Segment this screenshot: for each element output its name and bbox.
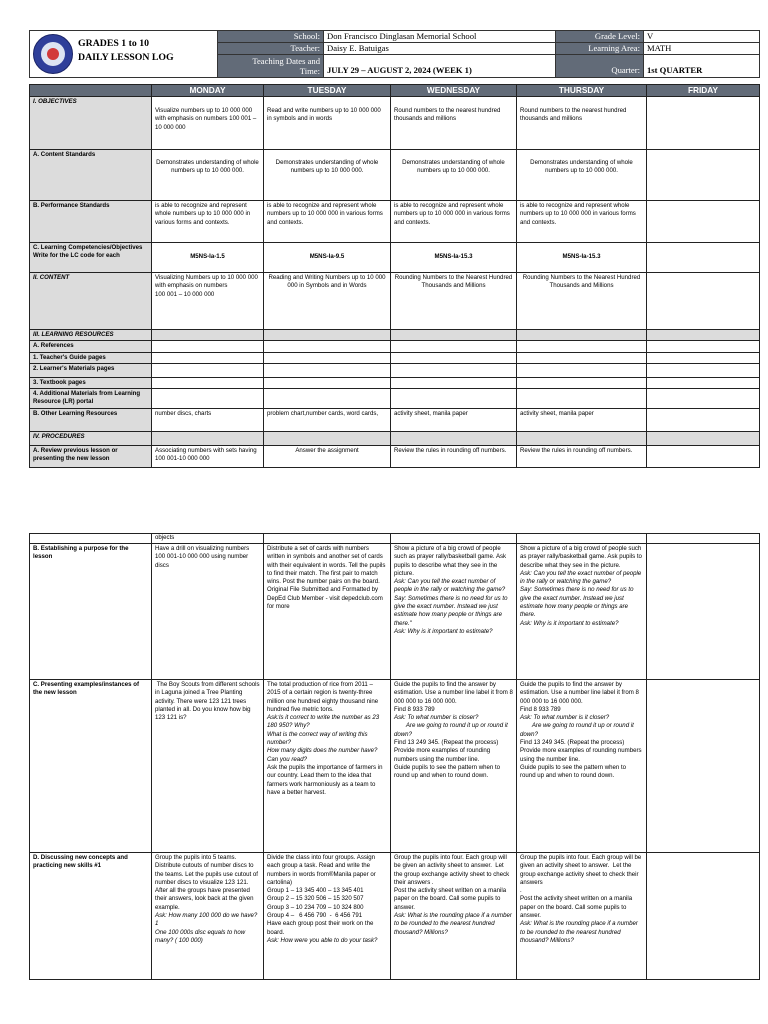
cell-line: Show a picture of a big crowd of people such as prayer rally/basketball game. Ask pupils to describe what they see in the picture. — [520, 545, 644, 569]
procedures-section-row — [30, 431, 760, 445]
purpose-friday — [647, 544, 760, 680]
content-standards-wednesday — [391, 150, 517, 201]
discussing-monday — [152, 853, 264, 980]
cell-line: Group 3 – 10 234 709 – 10 324 800 — [267, 903, 364, 911]
discussing-wednesday — [391, 853, 517, 980]
lesson-table-page1 — [29, 84, 760, 468]
learning-area-value: MATH — [644, 43, 760, 55]
content-standards-monday — [152, 150, 264, 201]
purpose-tuesday-text: Distribute a set of cards with numbers written in symbols and another set of cards with their equivalent in words. Tell the pupils to find their match. The first pair to match wins. Post the number pairs on the board. Original File Submitted and Formatted by DepEd Club Member - visit depedclub.com for more — [267, 545, 386, 611]
performance-standards-row — [30, 201, 760, 243]
learners-materials-label: 2. Learner's Materials pages — [30, 363, 152, 377]
corner-cell — [30, 85, 152, 97]
grade-level-label: Grade Level: — [556, 31, 644, 43]
cell-line: Ask: What is the rounding place if a number to be rounded to the nearest hundred thousand? Millions? — [394, 912, 514, 936]
cell-line: Ask the pupils the importance of farmers in our country. Lead them to the idea that farmers work harmoniously as a team to have a better harvest. — [267, 763, 385, 796]
competencies-wednesday: M5NS-Ia-15.3 — [391, 243, 517, 273]
content-row — [30, 273, 760, 330]
continuation-monday: objects — [152, 534, 264, 544]
teachers-guide-row — [30, 352, 760, 363]
cell-line: Post the activity sheet written on a manila paper on the board. Call some pupils to answer. — [520, 895, 634, 920]
content-label: II. CONTENT — [30, 273, 152, 330]
discussing-row — [30, 853, 760, 980]
objectives-tuesday — [264, 97, 391, 150]
presenting-label: C. Presenting examples/instances of the new lesson — [30, 680, 152, 853]
discussing-friday — [647, 853, 760, 980]
lr-portal-label: 4. Additional Materials from Learning Resource (LR) portal — [30, 389, 152, 409]
cell-line: Say: Sometimes there is no need for us to give the exact number. Instead we just estimate how many people or things are there. — [520, 586, 636, 619]
lesson-table-page2 — [29, 533, 760, 980]
dates-label-line1: Teaching Dates and — [252, 56, 320, 66]
cell-line: One 100 000s disc equals to how many? ( 100 000) — [155, 928, 247, 944]
purpose-label: B. Establishing a purpose for the lesson — [30, 544, 152, 680]
review-row — [30, 445, 760, 467]
content-standards-tuesday — [264, 150, 391, 201]
content-standards-friday — [647, 150, 760, 201]
resources-section-label: III. LEARNING RESOURCES — [30, 330, 152, 341]
cell-line: Find 13 249 345. (Repeat the process) — [394, 739, 499, 747]
teacher-label: Teacher: — [218, 43, 324, 55]
cell-line: Ask: Why is it important to estimate? — [394, 627, 493, 635]
dates-value: JULY 29 – AUGUST 2, 2024 (WEEK 1) — [324, 55, 556, 78]
review-wednesday: Review the rules in rounding off numbers. — [391, 445, 517, 467]
other-resources-row — [30, 408, 760, 431]
title-line-1: GRADES 1 to 10 — [78, 38, 150, 49]
content-thursday: Rounding Numbers to the Nearest Hundred Thousands and Millions — [517, 273, 647, 330]
performance-standards-monday: is able to recognize and represent whole numbers up to 10 000 000 in various forms and contexts. — [152, 201, 264, 243]
content-standards-wednesday-text: Demonstrates understanding of whole numbers up to 10 000 000. — [402, 159, 505, 175]
objectives-label: I. OBJECTIVES — [30, 97, 152, 150]
presenting-tuesday — [264, 680, 391, 853]
grade-level-value: V — [644, 31, 760, 43]
presenting-wednesday — [391, 680, 517, 853]
cell-line: Guide the pupils to find the answer by estimation. Use a number line label it from 8 000 000 to 16 000 000. — [394, 681, 515, 705]
presenting-friday — [647, 680, 760, 853]
references-row — [30, 341, 760, 352]
other-resources-monday: number discs, charts — [152, 408, 264, 431]
purpose-tuesday — [264, 544, 391, 680]
competencies-friday — [647, 243, 760, 273]
content-standards-row — [30, 150, 760, 201]
content-friday — [647, 273, 760, 330]
objectives-wednesday-text: Round numbers to the nearest hundred thousands and millions — [394, 107, 501, 123]
review-label: A. Review previous lesson or presenting the new lesson — [30, 445, 152, 467]
other-resources-thursday: activity sheet, manila paper — [517, 408, 647, 431]
cell-line: Divide the class into four groups. Assign each group a task. Read and write the numbers in words from®Manila paper or cartolina) — [267, 854, 378, 886]
content-standards-tuesday-text: Demonstrates understanding of whole numbers up to 10 000 000. — [275, 159, 379, 175]
performance-standards-wednesday: is able to recognize and represent whole numbers up to 10 000 000 in various forms and contexts. — [391, 201, 517, 243]
cell-line: Find 13 249 345. (Repeat the process) — [520, 739, 625, 747]
title-line-2: DAILY LESSON LOG — [78, 52, 174, 63]
cell-line: Ask: Can you tell the exact number of people in the rally or watching the game? — [394, 578, 506, 594]
cell-line: Ask:Is it correct to write the number as 23 180 950? Why? — [267, 714, 381, 730]
discussing-tuesday — [264, 853, 391, 980]
review-friday — [647, 445, 760, 467]
content-monday-text: Visualizing Numbers up to 10 000 000 with emphasis on numbers 100 001 – 10 000 000 — [155, 274, 258, 298]
cell-line: Group the pupils into four. Each group will be given an activity sheet to answer. Let the group exchange activity sheet to check their answers — [520, 854, 643, 886]
references-label: A. References — [30, 341, 152, 352]
cell-line: Are we going to round it up or round it down? — [394, 722, 510, 738]
cell-line: Provide more examples of rounding numbers using the number line. — [520, 747, 644, 763]
cell-line: Ask: How were you able to do your task? — [267, 936, 378, 944]
competencies-monday: M5NS-Ia-1.5 — [152, 243, 264, 273]
competencies-thursday: M5NS-Ia-15.3 — [517, 243, 647, 273]
school-value: Don Francisco Dinglasan Memorial School — [324, 31, 556, 43]
deped-seal-icon — [33, 34, 73, 74]
cell-line: What is the correct way of writing this number? — [267, 730, 370, 747]
presenting-thursday — [517, 680, 647, 853]
objectives-wednesday — [391, 97, 517, 150]
discussing-label: D. Discussing new concepts and practicing new skills #1 — [30, 853, 152, 980]
cell-line: Find 8 933 789 — [394, 705, 435, 713]
dates-label-line2: Time: — [299, 66, 320, 76]
header-title-cell — [30, 31, 218, 78]
dates-label — [218, 55, 324, 78]
presenting-monday — [152, 680, 264, 853]
cell-line: Ask: What is the rounding place if a number to be rounded to the nearest hundred thousand? Millions? — [520, 920, 640, 944]
cell-line: Guide the pupils to find the answer by estimation. Use a number line label it from 8 000 000 to 16 000 000. — [520, 681, 641, 705]
day-header-monday: MONDAY — [152, 85, 264, 97]
purpose-wednesday — [391, 544, 517, 680]
content-standards-monday-text: Demonstrates understanding of whole numbers up to 10 000 000. — [156, 159, 259, 175]
textbook-row — [30, 377, 760, 388]
cell-line: Group the pupils into 5 teams. Distribute cutouts of number discs to the teams. Let the pupils use cutout of number discs to visualize 123 121. — [155, 854, 260, 886]
purpose-row — [30, 544, 760, 680]
content-standards-label: A. Content Standards — [30, 150, 152, 201]
content-standards-thursday-text: Demonstrates understanding of whole numbers up to 10 000 000. — [530, 159, 633, 175]
lr-portal-row — [30, 389, 760, 409]
cell-line: Are we going to round it up or round it down? — [520, 722, 636, 738]
cell-line: Ask: Why is it important to estimate? — [520, 619, 619, 627]
header-table — [29, 30, 760, 78]
cell-line: Group 1 – 13 345 400 – 13 345 401 — [267, 887, 364, 895]
learners-materials-row — [30, 363, 760, 377]
competencies-tuesday: M5NS-Ia-9.5 — [264, 243, 391, 273]
day-header-thursday: THURSDAY — [517, 85, 647, 97]
performance-standards-tuesday: is able to recognize and represent whole numbers up to 10 000 000 in various forms and contexts. — [264, 201, 391, 243]
content-monday — [152, 273, 264, 330]
performance-standards-friday — [647, 201, 760, 243]
competencies-row — [30, 243, 760, 273]
day-header-friday: FRIDAY — [647, 85, 760, 97]
review-tuesday: Answer the assignment — [264, 445, 391, 467]
cell-line: Guide pupils to see the pattern when to round up and when to round down. — [394, 763, 502, 780]
cell-line: Group 4 – 6 456 790 - 6 456 791 — [267, 912, 363, 920]
cell-line: Guide pupils to see the pattern when to round up and when to round down. — [520, 763, 628, 780]
cell-line: Post the activity sheet written on a manila paper on the board. Call some pupils to answer. — [394, 887, 508, 911]
cell-line: Find 8 933 789 — [520, 705, 561, 713]
quarter-value: 1st QUARTER — [644, 55, 760, 78]
objectives-row — [30, 97, 760, 150]
cell-line: Ask: To what number is it closer? — [520, 714, 610, 722]
cell-line: The total production of rice from 2011 – 2015 of a certain region is twenty-three million one hundred eighty thousand nine hundred five metric tons. — [267, 681, 380, 713]
cell-line: Ask: How many 100 000 do we have? 1 — [155, 912, 260, 928]
cell-line: Say: Sometimes there is no need for us to give the exact number. Instead we just estimate how many people or things are there." — [394, 594, 510, 627]
discussing-thursday — [517, 853, 647, 980]
other-resources-label: B. Other Learning Resources — [30, 408, 152, 431]
presenting-row — [30, 680, 760, 853]
day-header-tuesday: TUESDAY — [264, 85, 391, 97]
procedures-section-label: IV. PROCEDURES — [30, 431, 152, 445]
objectives-thursday — [517, 97, 647, 150]
cell-line: Ask: Can you tell the exact number of people in the rally or watching the game? — [520, 569, 643, 586]
cell-line: Group the pupils into four. Each group will be given an activity sheet to answer. Let the group exchange activity sheet to check their answers . — [394, 854, 511, 886]
cell-line: Show a picture of a big crowd of people such as prayer rally/basketball game. Ask pupils to describe what they see in the picture. — [394, 545, 508, 577]
content-wednesday: Rounding Numbers to the Nearest Hundred Thousands and Millions — [391, 273, 517, 330]
cell-line: . — [520, 887, 522, 895]
performance-standards-thursday: is able to recognize and represent whole numbers up to 10 000 000 in various forms and contexts. — [517, 201, 647, 243]
review-thursday: Review the rules in rounding off numbers. — [517, 445, 647, 467]
teachers-guide-label: 1. Teacher's Guide pages — [30, 352, 152, 363]
competencies-label: C. Learning Competencies/Objectives Write for the LC code for each — [30, 243, 152, 273]
objectives-tuesday-text: Read and write numbers up to 10 000 000 in symbols and in words — [267, 107, 381, 123]
textbook-label: 3. Textbook pages — [30, 377, 152, 388]
cell-line: After all the groups have presented their answers, look back at the given example. — [155, 887, 256, 911]
cell-line: Ask: To what number is closer? — [394, 714, 479, 722]
other-resources-wednesday: activity sheet, manila paper — [391, 408, 517, 431]
objectives-thursday-text: Round numbers to the nearest hundred thousands and millions — [520, 107, 627, 123]
resources-section-row — [30, 330, 760, 341]
continuation-row — [30, 534, 760, 544]
objectives-friday — [647, 97, 760, 150]
school-label: School: — [218, 31, 324, 43]
teacher-value: Daisy E. Batuigas — [324, 43, 556, 55]
cell-line: Provide more examples of rounding numbers using the number line. — [394, 747, 492, 763]
purpose-thursday — [517, 544, 647, 680]
other-resources-tuesday: problem chart,number cards, word cards, — [264, 408, 391, 431]
objectives-monday-text: Visualize numbers up to 10 000 000 with emphasis on numbers 100 001 – 10 000 000 — [155, 107, 257, 131]
purpose-monday: Have a drill on visualizing numbers 100 001-10 000 000 using number discs — [152, 544, 264, 680]
presenting-monday-text: The Boy Scouts from different schools in Laguna joined a Tree Planting activity. There were 123 121 trees planted in all. Do you know how big 123 121 is? — [155, 681, 262, 722]
performance-standards-label: B. Performance Standards — [30, 201, 152, 243]
quarter-label: Quarter: — [556, 55, 644, 78]
cell-line: How many digits does the number have? Can you read? — [267, 747, 380, 763]
content-tuesday: Reading and Writing Numbers up to 10 000 000 in Symbols and in Words — [264, 273, 391, 330]
cell-line: Group 2 – 15 320 506 – 15 320 507 — [267, 895, 364, 903]
cell-line: Have each group post their work on the board. — [267, 920, 376, 936]
objectives-monday — [152, 97, 264, 150]
other-resources-friday — [647, 408, 760, 431]
day-header-wednesday: WEDNESDAY — [391, 85, 517, 97]
learning-area-label: Learning Area: — [556, 43, 644, 55]
content-standards-thursday — [517, 150, 647, 201]
review-monday: Associating numbers with sets having 100 001-10 000 000 — [152, 445, 264, 467]
